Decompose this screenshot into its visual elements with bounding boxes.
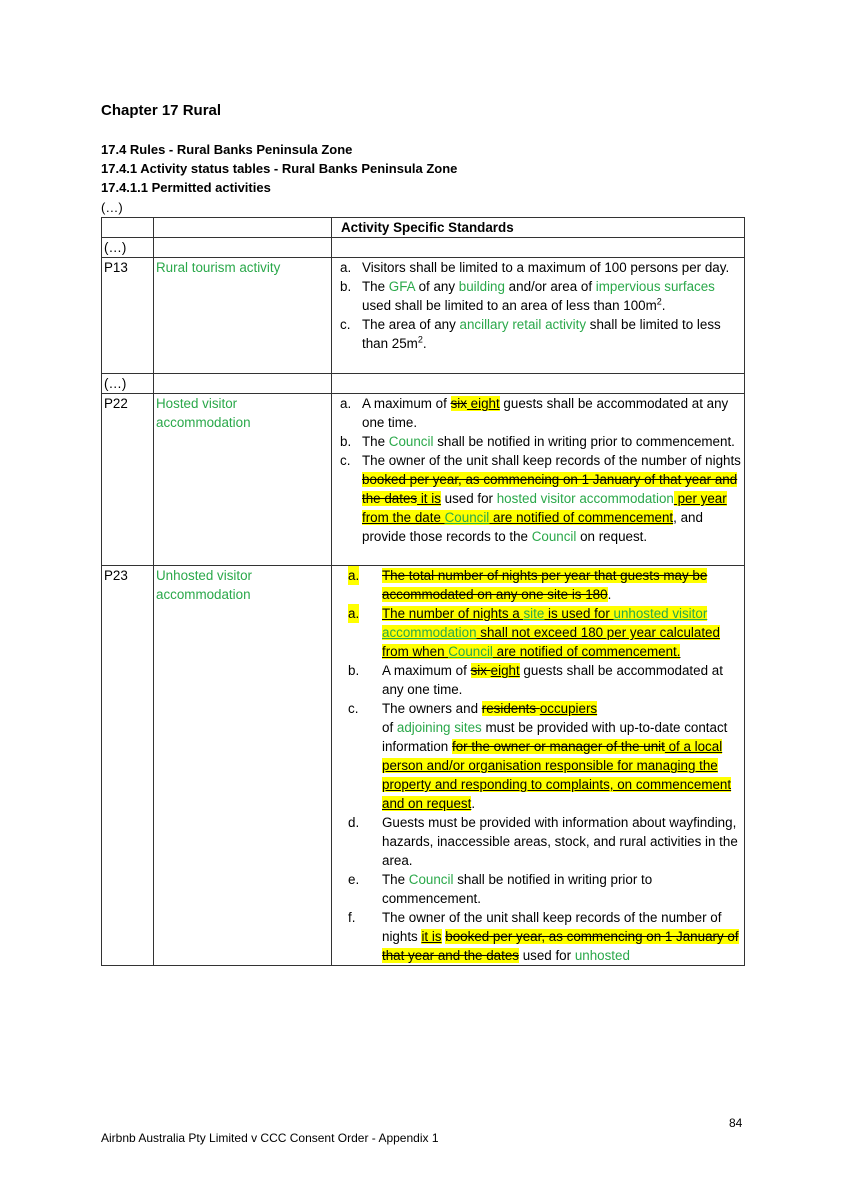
- list-item: a. A maximum of six eight guests shall be accommodated at any one time.: [340, 396, 729, 430]
- list-item: b. The Council shall be notified in writing prior to commencement.: [340, 434, 735, 449]
- rule-code: P23: [102, 566, 154, 966]
- table-row-p13: [102, 258, 745, 374]
- table-row: [102, 374, 745, 394]
- list-item: a. The total number of nights per year that guests may be accommodated on any one site is 180.: [348, 568, 708, 602]
- table-row-p23: [102, 566, 745, 966]
- list-item: f. The owner of the unit shall keep records of the number of nights it is booked per year, as commencing on 1 January of that year and the dates used for unhosted: [348, 910, 739, 963]
- rule-code: P22: [102, 394, 154, 566]
- activity-name: Hosted visitor accommodation: [154, 394, 332, 566]
- standards-list: [334, 394, 742, 546]
- table-header-row: [102, 218, 745, 238]
- list-item: b. A maximum of six eight guests shall be accommodated at any one time.: [348, 663, 723, 697]
- footer-text: Airbnb Australia Pty Limited v CCC Consent Order - Appendix 1: [101, 1131, 439, 1145]
- activity-name: Rural tourism activity: [154, 258, 332, 374]
- gap-cell: (…): [102, 238, 154, 258]
- page-number: 84: [729, 1116, 743, 1130]
- list-item: e. The Council shall be notified in writing prior to commencement.: [348, 872, 653, 906]
- list-item: a. Visitors shall be limited to a maximum of 100 persons per day.: [340, 260, 730, 275]
- list-item: c. The owner of the unit shall keep records of the number of nights booked per year, as commencing on 1 January of that year and the dates it is used for hosted visitor accommodation per year from the date Council are notified of commencement, and provide those records to the Council on request.: [340, 453, 741, 544]
- ellipsis: (…): [101, 200, 123, 215]
- gap-cell: (…): [102, 374, 154, 394]
- list-item: c. The area of any ancillary retail activity shall be limited to less than $25m^2$.: [340, 317, 721, 351]
- activity-table: [101, 217, 745, 966]
- list-item: d. Guests must be provided with information about wayfinding, hazards, inaccessible areas, stock, and rural activities in the area.: [348, 815, 738, 868]
- chapter-title: Chapter 17 Rural: [101, 102, 222, 119]
- standards-list: [334, 566, 742, 965]
- standards-list: [334, 258, 742, 353]
- list-item: c. The owners and residents occupiers of adjoining sites must be provided with up-to-date contact information for the owner or manager of the unit of a local person and/or organisation responsible for managing the property and responding to complaints, on commencement and on request.: [348, 701, 732, 811]
- list-item: b. The GFA of any building and/or area of impervious surfaces used shall be limited to an area of less than $100m^2$.: [340, 279, 715, 313]
- activity-name: Unhosted visitor accommodation: [154, 566, 332, 966]
- heading-activity-status: 17.4.1 Activity status tables - Rural Banks Peninsula Zone: [101, 161, 458, 176]
- table-row: [102, 238, 745, 258]
- header-activity-standards: Activity Specific Standards: [332, 218, 745, 238]
- table-row-p22: [102, 394, 745, 566]
- rule-code: P13: [102, 258, 154, 374]
- heading-rules: 17.4 Rules - Rural Banks Peninsula Zone: [101, 142, 353, 157]
- list-item: a. The number of nights a site is used for unhosted visitor accommodation shall not exceed 180 per year calculated from when Council are notified of commencement.: [348, 606, 720, 659]
- heading-permitted: 17.4.1.1 Permitted activities: [101, 180, 271, 195]
